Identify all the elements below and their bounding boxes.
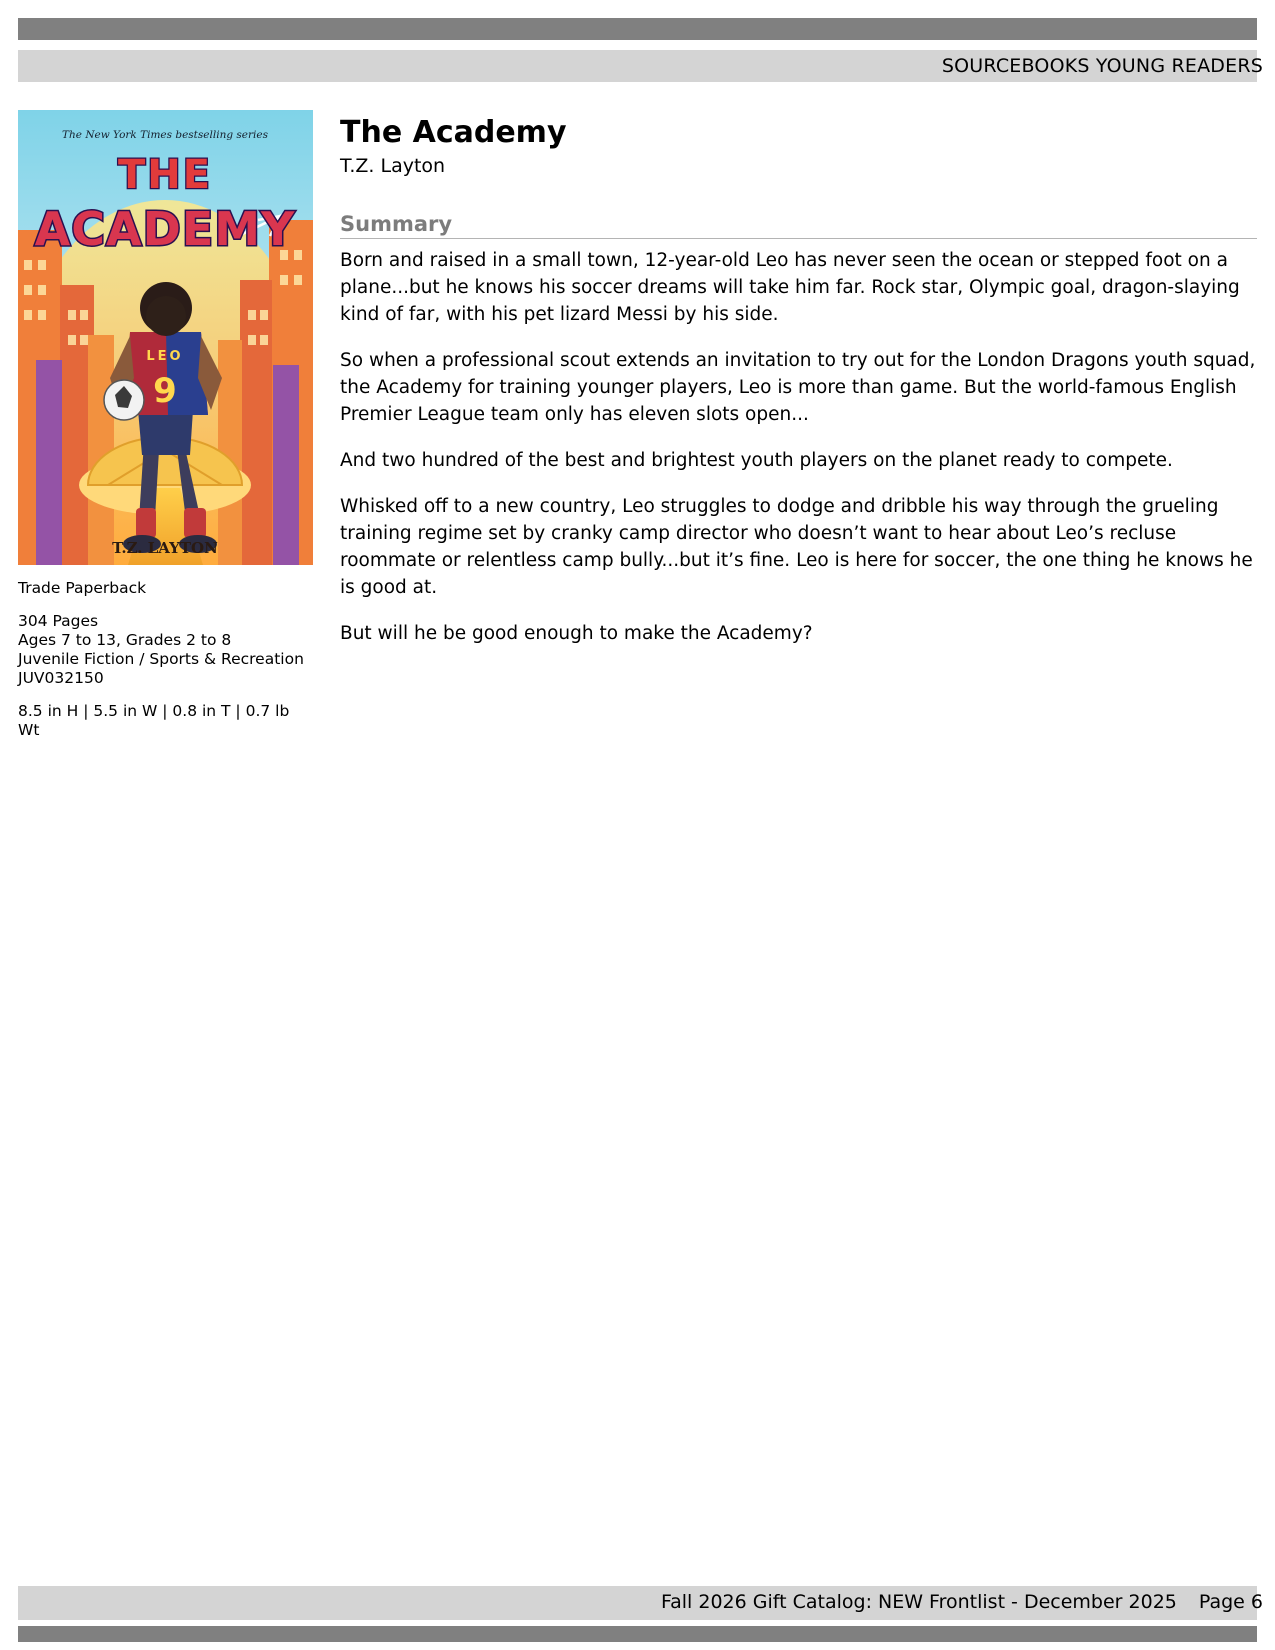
dimensions-value: 8.5 in H | 5.5 in W | 0.8 in T | 0.7 lb Wt	[18, 702, 290, 739]
svg-text:LEO: LEO	[146, 349, 184, 364]
format-value: Trade Paperback	[18, 579, 147, 597]
category-value: Juvenile Fiction / Sports & Recreation	[18, 650, 304, 668]
pages-value: 304 Pages	[18, 612, 99, 630]
footer-accent-bar	[18, 1626, 1257, 1642]
dimensions-block	[18, 702, 313, 740]
page-title: The Academy	[340, 115, 567, 150]
format-line	[18, 579, 313, 598]
summary-paragraph: But will he be good enough to make the Academy?	[340, 623, 813, 644]
book-author: T.Z. Layton	[340, 155, 446, 177]
spec-block	[18, 612, 313, 688]
svg-text:ACADEMY: ACADEMY	[34, 202, 296, 256]
svg-text:The New York Times bestselling: The New York Times bestselling series	[62, 129, 268, 141]
svg-text:T.Z. LAYTON: T.Z. LAYTON	[112, 539, 218, 557]
summary-paragraph: And two hundred of the best and brightest youth players on the planet ready to compete.	[340, 450, 1173, 471]
book-metadata	[18, 579, 313, 740]
footer-text	[661, 1591, 1263, 1613]
summary-heading: Summary	[340, 212, 453, 236]
catalog-name: Fall 2026 Gift Catalog: NEW Frontlist - December 2025	[660, 1591, 1177, 1613]
book-content-column	[340, 116, 1257, 647]
header-accent-bar	[18, 18, 1257, 40]
bisac-value: JUV032150	[18, 669, 104, 687]
summary-body	[340, 247, 1257, 647]
summary-paragraph: So when a professional scout extends an invitation to try out for the London Dragons youth squad, the Academy for training younger players, Leo is more than game. But the world-famous English Premier League team only has eleven slots open...	[340, 350, 1256, 425]
svg-text:9: 9	[153, 371, 177, 411]
book-cover-image	[18, 110, 313, 565]
page-number: Page 6	[1198, 1591, 1263, 1613]
summary-paragraph: Born and raised in a small town, 12-year-old Leo has never seen the ocean or stepped foot on a plane...but he knows his soccer dreams will take him far. Rock star, Olympic goal, dragon-slaying kind of far, with his pet lizard Messi by his side.	[340, 250, 1240, 325]
summary-divider	[340, 238, 1257, 239]
book-details-column	[18, 110, 313, 740]
summary-paragraph: Whisked off to a new country, Leo struggles to dodge and dribble his way through the grueling training regime set by cranky camp director who doesn’t want to hear about Leo’s recluse roommate or relentless camp bully...but it’s fine. Leo is here for soccer, the one thing he knows he is good at.	[340, 496, 1253, 598]
publisher-name: SOURCEBOOKS YOUNG READERS	[941, 55, 1263, 77]
ages-value: Ages 7 to 13, Grades 2 to 8	[18, 631, 232, 649]
svg-text:THE: THE	[117, 152, 213, 198]
